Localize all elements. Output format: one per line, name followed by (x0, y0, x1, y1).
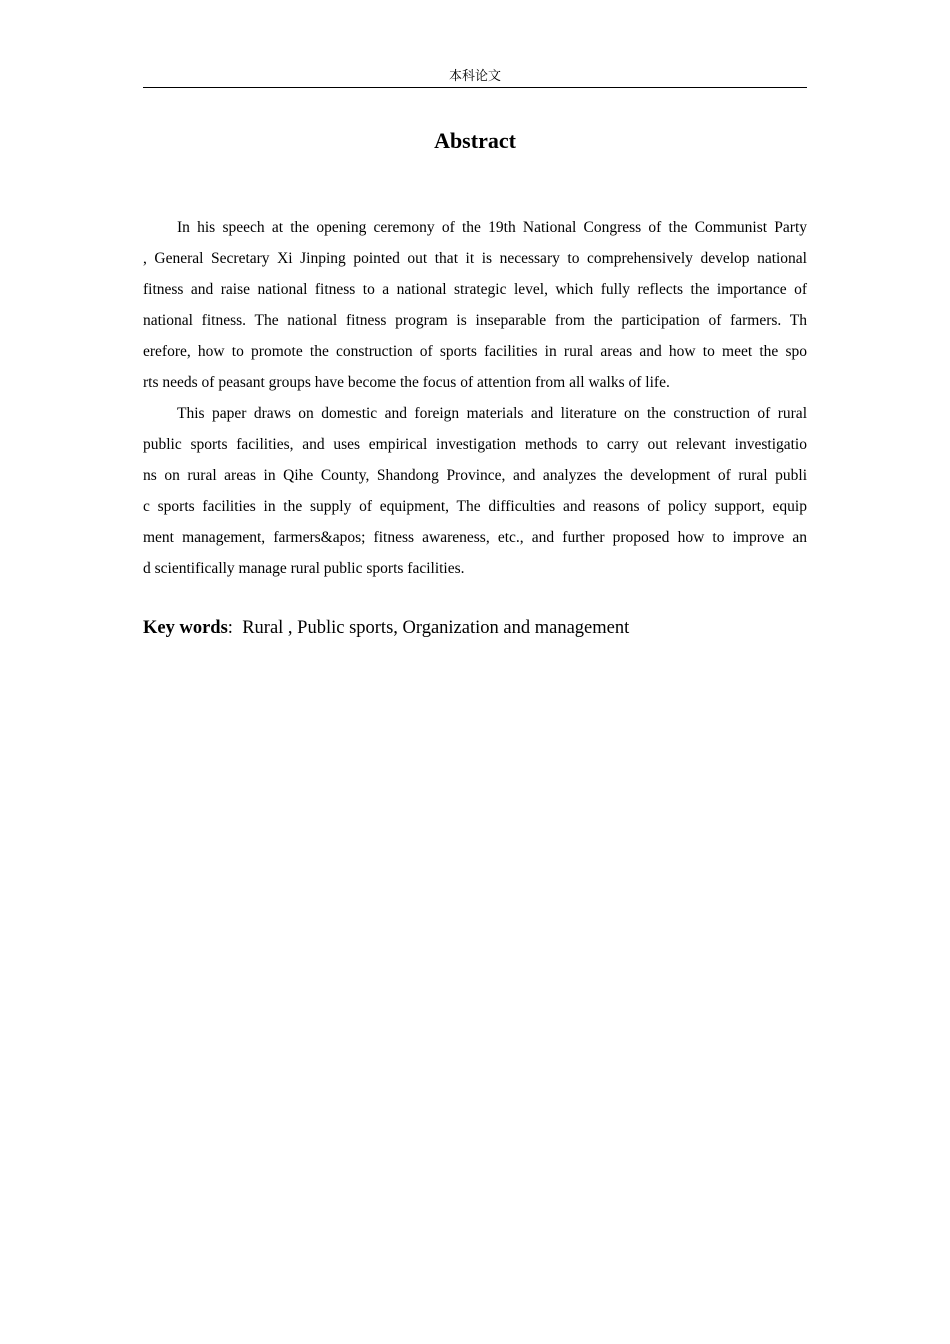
paragraph-2 (143, 398, 807, 584)
running-title: 本科论文 (448, 68, 501, 83)
abstract-title: Abstract (434, 128, 516, 153)
paragraph-line: fitness and raise national fitness to a national strategic level, which fully reflects the importance of (143, 281, 807, 298)
paragraph-line: d scientifically manage rural public sports facilities. (143, 560, 465, 577)
paragraph-line: This paper draws on domestic and foreign materials and literature on the construction of rural (177, 405, 807, 422)
keywords-label: Key words (143, 618, 228, 638)
paragraph-line: national fitness. The national fitness program is inseparable from the participation of farmers. Th (143, 312, 807, 329)
paragraph-line: rts needs of peasant groups have become the focus of attention from all walks of life. (143, 374, 670, 391)
paragraph-line: ns on rural areas in Qihe County, Shandong Province, and analyzes the development of rural publi (143, 467, 807, 484)
keywords-separator: : (227, 618, 233, 638)
paragraph-line: , General Secretary Xi Jinping pointed out that it is necessary to comprehensively develop national (143, 250, 807, 267)
page-header (143, 66, 807, 88)
paragraph-line: erefore, how to promote the construction of sports facilities in rural areas and how to meet the spo (143, 343, 807, 360)
paragraph-line: c sports facilities in the supply of equipment, The difficulties and reasons of policy support, equip (143, 498, 807, 515)
keywords-value: Rural , Public sports, Organization and management (232, 618, 630, 638)
paragraph-line: public sports facilities, and uses empirical investigation methods to carry out relevant investigatio (143, 436, 807, 453)
paragraph-line: In his speech at the opening ceremony of the 19th National Congress of the Communist Party (177, 219, 807, 236)
paragraph-1 (143, 212, 807, 398)
paragraph-line: ment management, farmers&apos; fitness awareness, etc., and further proposed how to improve an (143, 529, 807, 546)
keywords-line (143, 613, 807, 643)
abstract-body (143, 212, 807, 584)
